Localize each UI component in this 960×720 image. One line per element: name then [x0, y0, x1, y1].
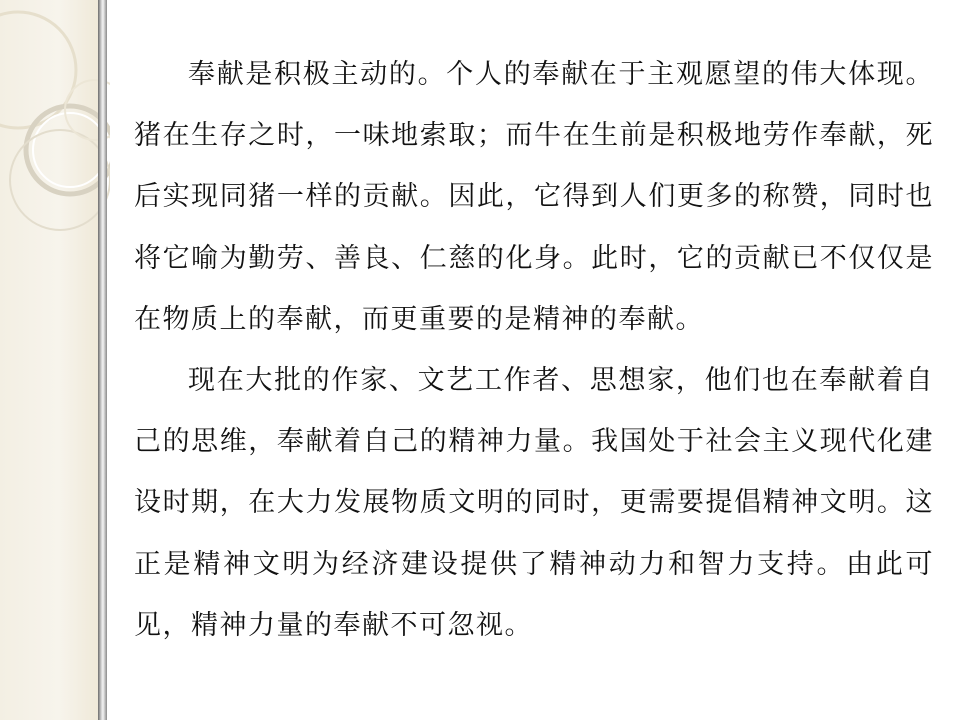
paragraph-2: 现在大批的作家、文艺工作者、思想家，他们也在奉献着自己的思维，奉献着自己的精神力量。我国处于社会主义现代化建设时期，在大力发展物质文明的同时，更需要提倡精神文明。这正是精神文明为经济建设提供了精神动力和智力支持。由此可见，精神力量的奉献不可忽视。	[134, 365, 934, 641]
decorative-divider-bar	[98, 0, 107, 720]
body-text	[134, 44, 934, 656]
decorative-rings	[0, 0, 110, 720]
paragraph-1: 奉献是积极主动的。个人的奉献在于主观愿望的伟大体现。猪在生存之时，一味地索取；而牛在生前是积极地劳作奉献，死后实现同猪一样的贡献。因此，它得到人们更多的称赞，同时也将它喻为勤劳、善良、仁慈的化身。此时，它的贡献已不仅仅是在物质上的奉献，而更重要的是精神的奉献。	[134, 59, 934, 335]
